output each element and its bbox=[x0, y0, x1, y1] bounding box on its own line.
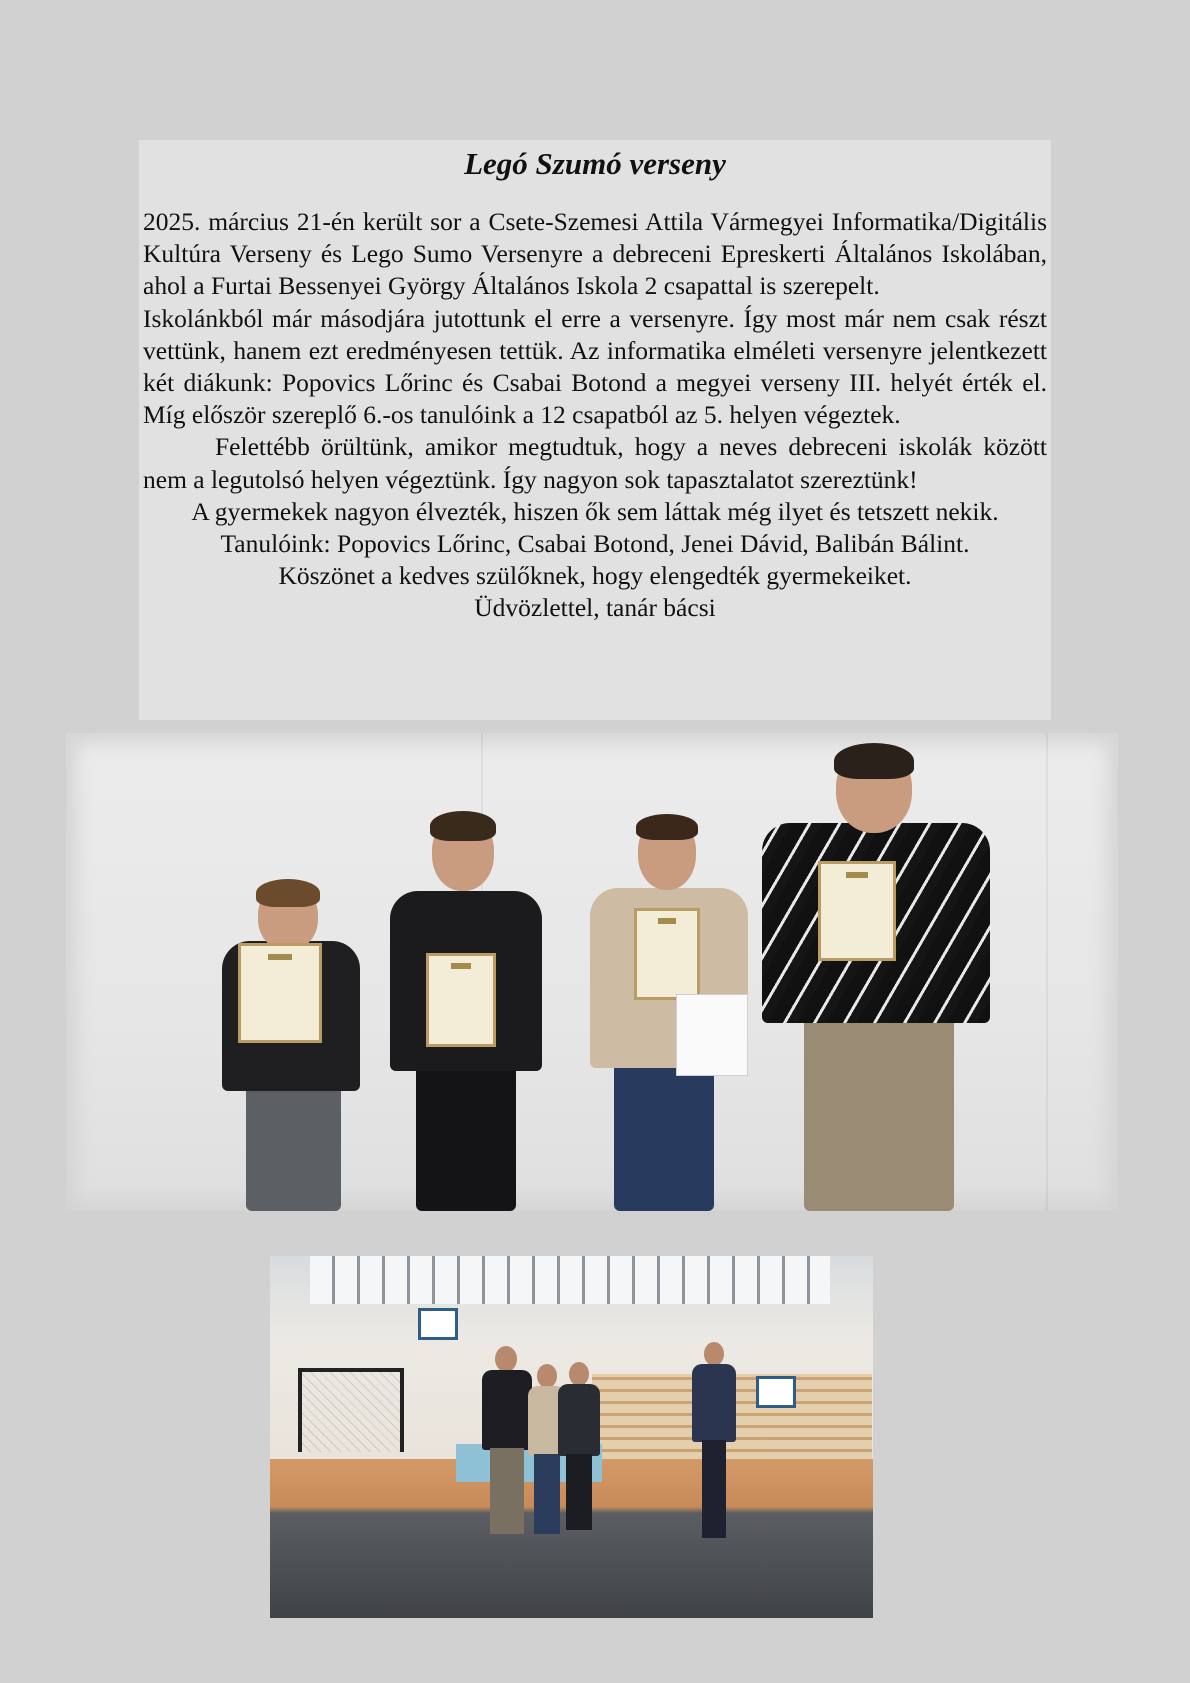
basketball-hoop bbox=[418, 1308, 458, 1340]
closing-line-thanks: Köszönet a kedves szülőknek, hogy elengedték gyermekeiket. bbox=[278, 561, 912, 591]
certificate bbox=[818, 861, 896, 961]
article-panel bbox=[139, 140, 1051, 720]
certificate bbox=[238, 943, 322, 1043]
closing-line-students: Tanulóink: Popovics Lőrinc, Csabai Botond, Jenei Dávid, Balibán Bálint. bbox=[220, 529, 970, 559]
certificate bbox=[634, 908, 700, 1000]
article-body bbox=[143, 206, 1047, 625]
ceremony-photo bbox=[270, 1256, 873, 1618]
handball-goal bbox=[298, 1368, 404, 1452]
certificate bbox=[426, 953, 496, 1047]
person-figure bbox=[692, 1342, 736, 1538]
student-figure bbox=[216, 871, 366, 1211]
closing-line-enjoyed: A gyermekek nagyon élvezték, hiszen ők sem láttak még ilyet és tetszett nekik. bbox=[191, 496, 999, 526]
paragraph-intro: 2025. március 21-én került sor a Csete-Szemesi Attila Vármegyei Informatika/Digitális Kultúra Verseny és Lego Sumo Versenyre a debreceni Epreskerti Általános Iskolában, ahol a Furtai Bessenyei György Általános Iskola 2 csapattal is szerepelt. bbox=[143, 207, 1047, 301]
student-figure bbox=[386, 811, 546, 1211]
signature-line: Üdvözlettel, tanár bácsi bbox=[474, 593, 716, 623]
article-title: Legó Szumó verseny bbox=[464, 146, 726, 181]
gym-windows bbox=[310, 1256, 830, 1304]
gift-bag bbox=[676, 994, 748, 1076]
paragraph-results: Iskolánkból már másodjára jutottunk el erre a versenyre. Így most már nem csak részt vettünk, hanem ezt eredményesen tettük. Az informatika elméleti versenyre jelentkezett két diákunk: Popovics Lőrinc és Csabai Botond a megyei verseny III. helyét érték el. Míg először szereplő 6.-os tanulóink a 12 csapatból az 5. helyen végeztek. bbox=[143, 303, 1047, 430]
person-figure bbox=[558, 1362, 600, 1530]
student-figure bbox=[590, 816, 750, 1211]
person-figure bbox=[482, 1346, 532, 1536]
student-figure bbox=[762, 745, 990, 1211]
basketball-hoop bbox=[756, 1376, 796, 1408]
backdrop-fold bbox=[1046, 733, 1048, 1211]
paragraph-conclusion: Felettébb örültünk, amikor megtudtuk, hogy a neves debreceni iskolák között nem a legutolsó helyen végeztünk. Így nagyon sok tapasztalatot szereztünk! bbox=[143, 432, 1047, 494]
students-photo bbox=[66, 733, 1118, 1211]
